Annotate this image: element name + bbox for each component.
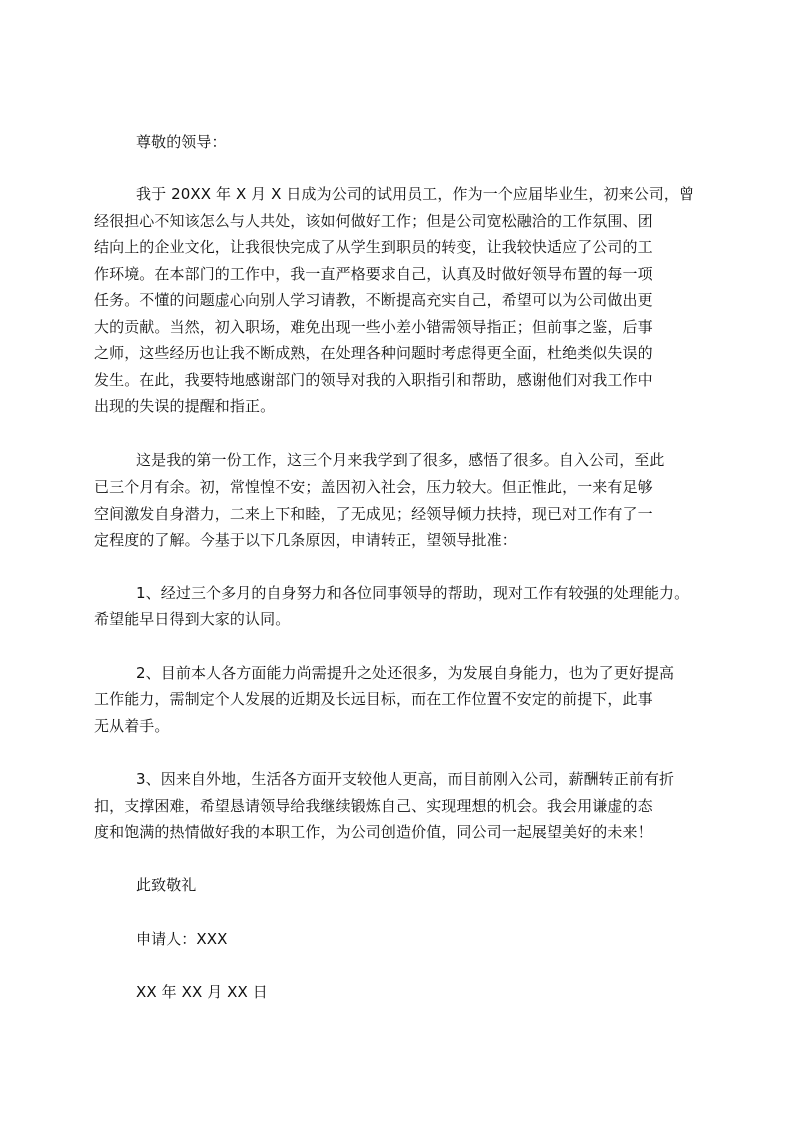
paragraph-line: 空间激发自身潜力，二来上下和睦，了无成见；经领导倾力扶持，现已对工作有了一 xyxy=(94,505,653,523)
paragraph-line: 1、经过三个多月的自身努力和各位同事领导的帮助，现对工作有较强的处理能力。 xyxy=(136,584,690,602)
closing: 此致敬礼 xyxy=(136,876,197,894)
date: XX 年 XX 月 XX 日 xyxy=(136,983,268,1001)
paragraph-line: 这是我的第一份工作，这三个月来我学到了很多，感悟了很多。自入公司，至此 xyxy=(136,451,665,469)
paragraph-line: 已三个月有余。初，常惶惶不安；盖因初入社会，压力较大。但正惟此，一来有足够 xyxy=(94,478,653,496)
paragraph-line: 发生。在此，我要特地感谢部门的领导对我的入职指引和帮助，感谢他们对我工作中 xyxy=(94,371,653,389)
paragraph-line: 2、目前本人各方面能力尚需提升之处还很多，为发展自身能力，也为了更好提高 xyxy=(136,664,675,682)
salutation: 尊敬的领导： xyxy=(136,133,227,151)
paragraph-line: 无从着手。 xyxy=(94,717,170,735)
paragraph-line: 经很担心不知该怎么与人共处，该如何做好工作；但是公司宽松融洽的工作氛围、团 xyxy=(94,212,653,230)
paragraph-line: 希望能早日得到大家的认同。 xyxy=(94,610,291,628)
applicant: 申请人：XXX xyxy=(136,930,228,948)
paragraph-line: 出现的失误的提醒和指正。 xyxy=(94,397,276,415)
paragraph-line: 度和饱满的热情做好我的本职工作，为公司创造价值，同公司一起展望美好的未来！ xyxy=(94,823,653,841)
paragraph-line: 作环境。在本部门的工作中，我一直严格要求自己，认真及时做好领导布置的每一项 xyxy=(94,265,653,283)
paragraph-line: 扣，支撑困难，希望恳请领导给我继续锻炼自己、实现理想的机会。我会用谦虚的态 xyxy=(94,797,653,815)
paragraph-line: 定程度的了解。今基于以下几条原因，申请转正，望领导批准： xyxy=(94,531,517,549)
paragraph-line: 工作能力，需制定个人发展的近期及长远目标，而在工作位置不安定的前提下，此事 xyxy=(94,690,653,708)
paragraph-line: 3、因来自外地，生活各方面开支较他人更高，而目前刚入公司，薪酬转正前有折 xyxy=(136,770,675,788)
paragraph-line: 我于 20XX 年 X 月 X 日成为公司的试用员工，作为一个应届毕业生，初来公司，曾 xyxy=(136,185,695,203)
paragraph-line: 大的贡献。当然，初入职场，难免出现一些小差小错需领导指正；但前事之鉴，后事 xyxy=(94,318,653,336)
paragraph-line: 任务。不懂的问题虚心向别人学习请教，不断提高充实自己，希望可以为公司做出更 xyxy=(94,291,653,309)
paragraph-line: 结向上的企业文化，让我很快完成了从学生到职员的转变，让我较快适应了公司的工 xyxy=(94,238,653,256)
paragraph-line: 之师，这些经历也让我不断成熟，在处理各种问题时考虑得更全面，杜绝类似失误的 xyxy=(94,344,653,362)
